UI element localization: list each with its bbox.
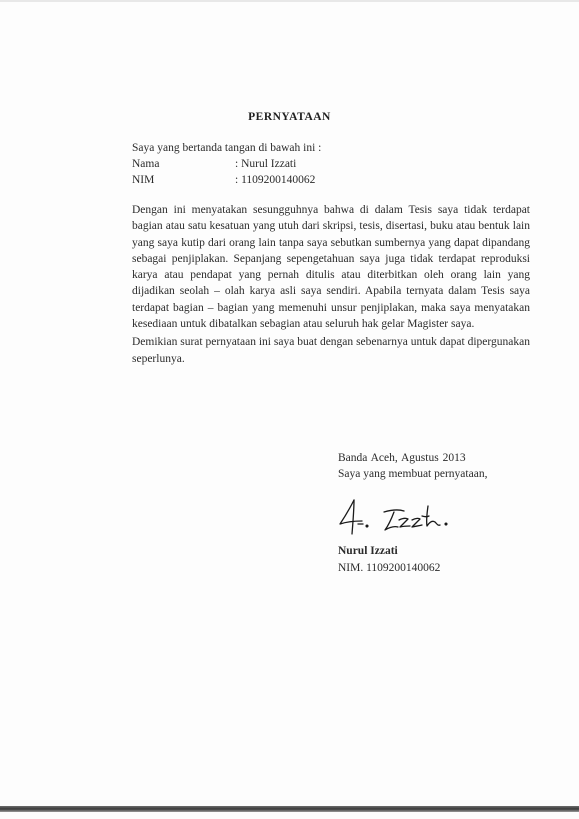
place-date: Banda Aceh, Agustus 2013 bbox=[338, 452, 466, 464]
identity-block bbox=[132, 140, 321, 188]
name-row bbox=[132, 156, 321, 172]
statement-paragraph-1: Dengan ini menyatakan sesungguhnya bahwa di dalam Tesis saya tidak terdapat bagian atau satu kesatuan yang utuh dari skripsi, tesis, disertasi, buku atau bentuk lain yang saya kutip dari orang lain tanpa saya sebutkan sumbernya yang dapat dipandang sebagai penjiplakan. Sepanjang sepengetahuan saya juga tidak terdapat reproduksi karya atau pendapat yang pernah ditulis atau diterbitkan oleh orang lain yang dijadikan seolah – olah karya asli saya sendiri. Apabila ternyata dalam Tesis saya terdapat bagian – bagian yang memenuhi unsur penjiplakan, maka saya menyatakan kesediaan untuk dibatalkan sebagian atau seluruh hak gelar Magister saya. bbox=[132, 204, 530, 331]
name-value: : Nurul Izzati bbox=[235, 158, 297, 170]
signer-name: Nurul Izzati bbox=[338, 545, 398, 557]
scan-edge-top bbox=[0, 0, 579, 2]
signer-nim: NIM. 1109200140062 bbox=[338, 562, 441, 574]
nim-label: NIM bbox=[132, 174, 155, 186]
signer-line: Saya yang membuat pernyataan, bbox=[338, 468, 488, 480]
document-title: PERNYATAAN bbox=[248, 111, 331, 123]
statement-body bbox=[132, 202, 530, 367]
handwritten-signature bbox=[336, 496, 466, 540]
signature-block bbox=[338, 450, 487, 482]
intro-line: Saya yang bertanda tangan di bawah ini : bbox=[132, 142, 322, 154]
statement-paragraph-2: Demikian surat pernyataan ini saya buat dengan sebenarnya untuk dapat dipergunakan seperlunya. bbox=[132, 336, 530, 365]
nim-value: : 1109200140062 bbox=[235, 174, 316, 186]
name-label: Nama bbox=[132, 158, 160, 170]
nim-row bbox=[132, 172, 321, 188]
scan-edge-bottom bbox=[0, 806, 579, 812]
